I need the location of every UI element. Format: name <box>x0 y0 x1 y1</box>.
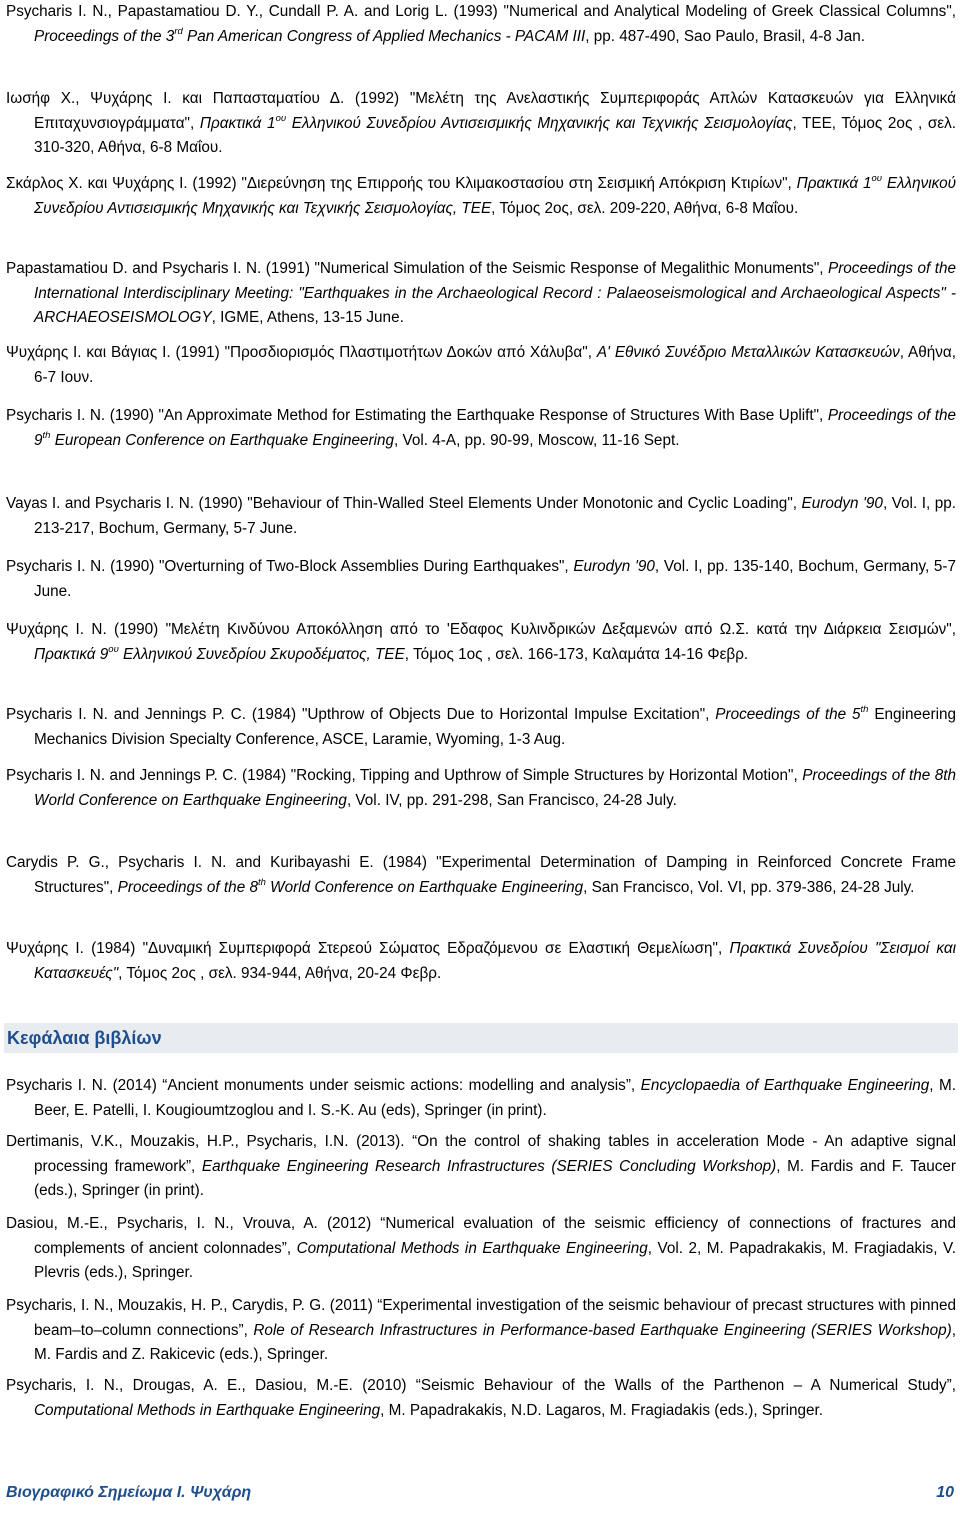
text-run: , Τόμος 2ος , σελ. 934-944, Αθήνα, 20-24 Φεβρ. <box>118 964 442 982</box>
footer-title: Βιογραφικό Σημείωμα Ι. Ψυχάρη <box>6 1484 252 1501</box>
superscript: th <box>860 704 869 715</box>
text-run: , San Francisco, Vol. VI, pp. 379-386, 24-28 July. <box>583 878 915 896</box>
italic-text: Ελληνικού Συνεδρίου Αντισεισμικής Μηχανικής και Τεχνικής Σεισμολογίας <box>286 114 793 132</box>
text-run: Dertimanis, V.K., Mouzakis, H.P., Psycharis, I.N. (2013). “On the control of shaking tables in acceleration Mode - An adaptive signal processing framework”, <box>6 1133 956 1175</box>
italic-text: Proceedings of the 8th World Conference on Earthquake Engineering <box>34 767 956 809</box>
superscript: rd <box>174 25 183 37</box>
text-run: , Vol. 4-A, pp. 90-99, Moscow, 11-16 Sept. <box>394 431 680 449</box>
italic-text: Proceedings of the 5 <box>715 706 861 723</box>
italic-text: Eurodyn '90 <box>801 495 883 512</box>
italic-text: Proceedings of the 3 <box>34 27 175 45</box>
reference-entry <box>6 1074 956 1123</box>
reference-entry <box>6 492 956 541</box>
reference-entry <box>6 404 956 453</box>
italic-text: Πρακτικά 9 <box>34 645 109 663</box>
italic-text: Eurodyn '90 <box>573 558 655 575</box>
reference-entry <box>6 703 956 752</box>
text-run: , IGME, Athens, 13-15 June. <box>211 309 404 327</box>
text-run: , Laramie, Wyoming, 1-3 Aug. <box>363 730 566 748</box>
text-run: Ψυχάρης Ι. Ν. (1990) "Μελέτη Κινδύνου Αποκόλληση από το 'Εδαφος Κυλινδρικών Δεξαμενών από Ω.Σ. κατά την Διάρκεια Σεισμών", <box>6 621 956 638</box>
reference-entry <box>6 1294 956 1368</box>
reference-entry <box>6 764 956 813</box>
text-run: Carydis P. G., Psycharis I. N. and Kuribayashi E. (1984) "Experimental Determination of Damping in Reinforced Concrete Frame Structures", <box>6 854 956 896</box>
reference-entry <box>6 618 956 667</box>
text-run: Psycharis, I. N., Drougas, A. E., Dasiou, M.-E. (2010) “Seismic Behaviour of the Walls of the Parthenon – A Numerical Study”, <box>6 1377 956 1394</box>
reference-entry <box>6 341 956 390</box>
text-run: , M. Fardis and F. Taucer (eds.), Springer (in print). <box>34 1157 956 1200</box>
text-run: Psycharis I. N. and Jennings P. C. (1984) "Rocking, Tipping and Upthrow of Simple Structures by Horizontal Motion", <box>6 767 803 784</box>
superscript: ου <box>871 173 882 184</box>
italic-text: Πρακτικά Συνεδρίου "Σεισμοί και Κατασκευές" <box>34 940 956 982</box>
italic-text: Computational Methods in Earthquake Engineering <box>34 1401 381 1419</box>
italic-text: Α' Εθνικό Συνέδριο Μεταλλικών Κατασκευών <box>596 344 900 361</box>
text-run: Papastamatiou D. and Psycharis I. N. (1991) "Numerical Simulation of the Seismic Response of Megalithic Monuments", <box>6 260 828 277</box>
reference-entry <box>6 257 956 331</box>
superscript: ου <box>108 643 119 655</box>
italic-text: Ελληνικού Συνεδρίου Σκυροδέματος, ΤΕΕ <box>118 645 405 663</box>
italic-text: Computational Methods in Earthquake Engineering <box>296 1239 648 1257</box>
text-run: Psycharis I. N. and Jennings P. C. (1984) "Upthrow of Objects Due to Horizontal Impulse Excitation", <box>6 706 716 723</box>
reference-entry <box>6 172 956 221</box>
italic-text: European Conference on Earthquake Engineering <box>50 431 395 449</box>
reference-entry <box>6 1212 956 1286</box>
text-run: , Τόμος 1ος , σελ. 166-173, Καλαμάτα 14-16 Φεβρ. <box>404 645 749 663</box>
text-run: Ψυχάρης Ι. (1984) "Δυναμική Συμπεριφορά Στερεού Σώματος Εδραζόμενου σε Ελαστική Θεμελίωση", <box>6 940 730 957</box>
text-run: , pp. 487-490, Sao Paulo, Brasil, 4-8 Jan. <box>585 27 865 45</box>
text-run: , Τόμος 2ος, σελ. 209-220, Αθήνα, 6-8 Μαΐου. <box>491 199 799 217</box>
superscript: ου <box>275 112 287 124</box>
text-run: Vayas I. and Psycharis I. N. (1990) "Behaviour of Thin-Walled Steel Elements Under Monotonic and Cyclic Loading", <box>6 495 802 512</box>
text-run: , Vol. IV, pp. 291-298, San Francisco, 24-28 July. <box>346 791 677 809</box>
reference-entry <box>6 1130 956 1204</box>
text-run: , Vol. 2, M. Papadrakakis, M. Fragiadakis, V. Plevris (eds.), Springer. <box>34 1239 956 1282</box>
italic-text: Πρακτικά 1 <box>796 175 872 192</box>
reference-entry <box>6 0 956 49</box>
text-run: , ΤΕΕ, Τόμος 2ος , σελ. 310-320, Αθήνα, 6-8 Μαΐου. <box>34 114 957 157</box>
italic-text: Ελληνικού Συνεδρίου Αντισεισμικής Μηχανικής και Τεχνικής Σεισμολογίας, ΤΕΕ <box>34 175 957 217</box>
superscript: th <box>257 876 266 888</box>
italic-text: Pan American Congress of Applied Mechanics - PACAM III <box>182 27 586 45</box>
reference-entry <box>6 87 956 161</box>
text-run: Ψυχάρης Ι. και Βάγιας Ι. (1991) "Προσδιορισμός Πλαστιμοτήτων Δοκών από Χάλυβα", <box>6 344 597 361</box>
text-run: , Vol. I, pp. 213-217, Bochum, Germany, 5-7 June. <box>34 495 956 537</box>
text-run: Psycharis, I. N., Mouzakis, H. P., Carydis, P. G. (2011) “Experimental investigation of the seismic behaviour of precast structures with pinned beam–to–column connections”, <box>6 1297 956 1339</box>
text-run: Psycharis I. N. (1990) "An Approximate Method for Estimating the Earthquake Response of Structures With Base Uplift", <box>6 407 828 424</box>
text-run: Engineering Mechanics Division Specialty Conference, ASCE <box>34 706 956 748</box>
text-run: , Αθήνα, 6-7 Ιουν. <box>34 344 956 386</box>
text-run: Psycharis I. N., Papastamatiou D. Y., Cundall P. A. and Lorig L. (1993) "Numerical and Analytical Modeling of Greek Classical Columns", <box>6 3 956 20</box>
reference-entry <box>6 1374 956 1423</box>
superscript: th <box>42 429 51 441</box>
text-run: , M. Beer, E. Patelli, I. Kougioumtzoglou and I. S.-K. Au (eds), Springer (in print). <box>34 1077 956 1119</box>
text-run: Psycharis I. N. (1990) "Overturning of Two-Block Assemblies During Earthquakes", <box>6 558 574 575</box>
section-heading: Κεφάλαια βιβλίων <box>7 1028 162 1048</box>
italic-text: World Conference on Earthquake Engineering <box>265 878 584 896</box>
italic-text: Role of Research Infrastructures in Performance-based Earthquake Engineering (SERIES Workshop) <box>253 1321 952 1339</box>
page-number: 10 <box>936 1484 954 1501</box>
text-run: , Vol. I, pp. 135-140, Bochum, Germany, 5-7 June. <box>34 558 956 600</box>
reference-entry <box>6 851 956 900</box>
reference-entry <box>6 555 956 604</box>
text-run: Σκάρλος Χ. και Ψυχάρης Ι. (1992) "Διερεύνηση της Επιρροής του Κλιμακοστασίου στη Σεισμική Απόκριση Κτιρίων", <box>6 175 797 192</box>
text-run: Ιωσήφ Χ., Ψυχάρης Ι. και Παπασταματίου Δ. (1992) "Μελέτη της Ανελαστικής Συμπεριφοράς Απλών Κατασκευών για Ελληνικά Επιταχυνσιογράμματα", <box>6 90 956 132</box>
italic-text: Proceedings of the International Interdisciplinary Meeting: "Earthquakes in the Archaeological Record : Palaeoseismological and Archaeological Aspects" - ARCHAEOSEISMOLOGY <box>34 260 956 327</box>
italic-text: Proceedings of the 9 <box>34 407 957 449</box>
italic-text: Earthquake Engineering Research Infrastructures (SERIES Concluding Workshop) <box>201 1157 777 1175</box>
italic-text: Encyclopaedia of Earthquake Engineering <box>640 1077 930 1094</box>
italic-text: Proceedings of the 8 <box>117 878 258 896</box>
text-run: Psycharis I. N. (2014) “Ancient monuments under seismic actions: modelling and analysis”, <box>6 1077 641 1094</box>
italic-text: Πρακτικά 1 <box>199 114 276 132</box>
text-run: Dasiou, M.-E., Psycharis, I. N., Vrouva, A. (2012) “Numerical evaluation of the seismic efficiency of connections of fractures and complements of ancient colonnades”, <box>6 1215 956 1257</box>
reference-entry <box>6 937 956 986</box>
text-run: , M. Papadrakakis, N.D. Lagaros, M. Fragiadakis (eds.), Springer. <box>380 1401 824 1419</box>
section-heading-bar <box>4 1023 958 1053</box>
text-run: , M. Fardis and Z. Rakicevic (eds.), Springer. <box>34 1321 956 1364</box>
